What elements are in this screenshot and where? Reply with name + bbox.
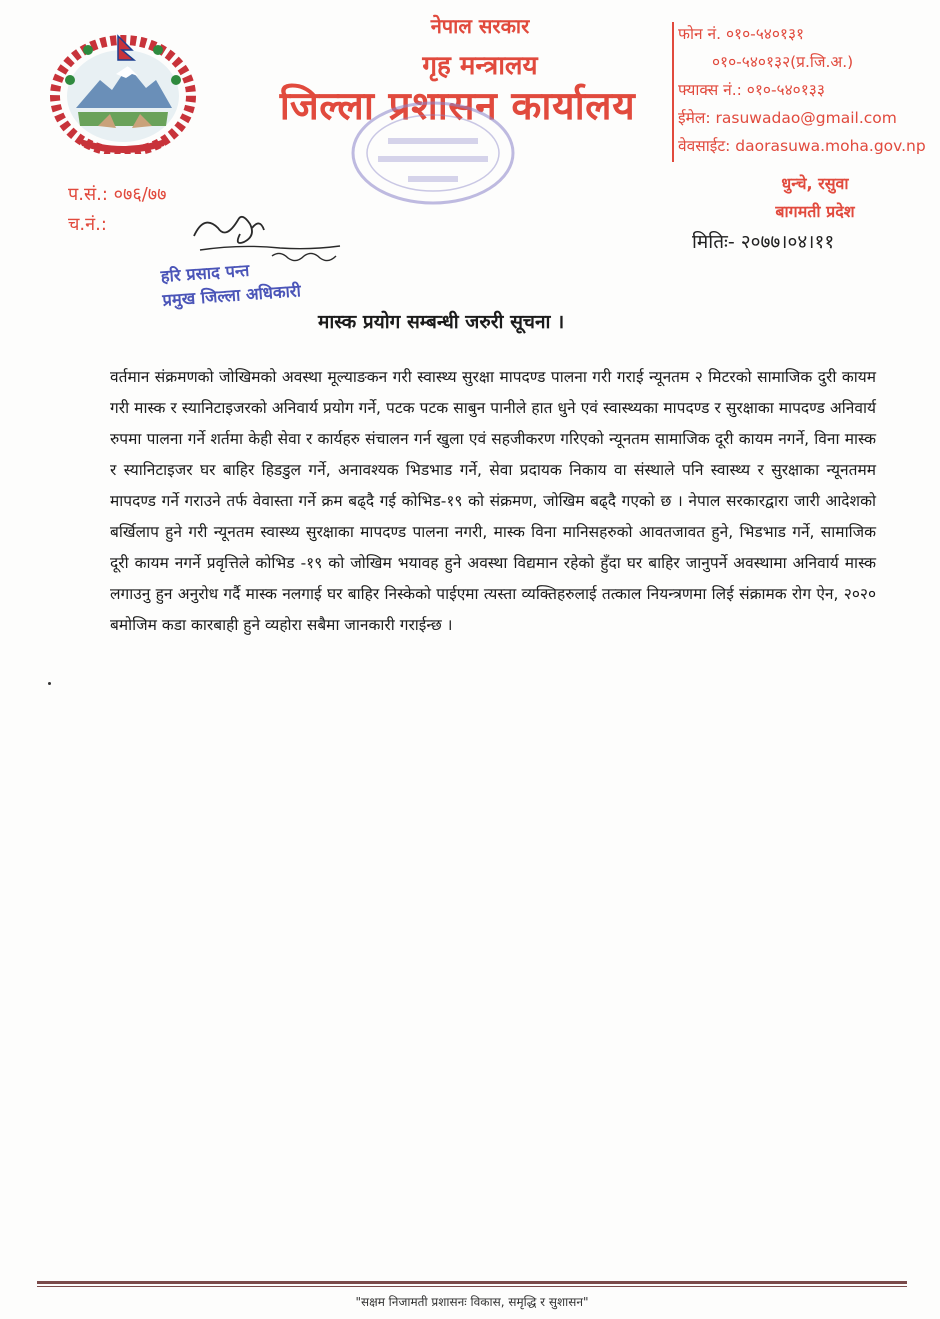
- footer-rule-thin: [37, 1286, 907, 1287]
- dispatch-number: च.नं.:: [68, 214, 107, 235]
- website-address[interactable]: वेवसाईट: daorasuwa.moha.gov.np: [678, 137, 926, 155]
- phone-number-cdo: ०१०-५४०१३२(प्र.जि.अ.): [712, 53, 854, 71]
- location-province: बागमती प्रदेश: [775, 202, 855, 221]
- government-name: नेपाल सरकार: [430, 14, 530, 38]
- email-address[interactable]: ईमेल: rasuwadao@gmail.com: [678, 109, 897, 127]
- notice-body: वर्तमान संक्रमणको जोखिमको अवस्था मूल्याङकन गरी स्वास्थ्य सुरक्षा मापदण्ड पालना गरी गराई न्यूनतम २ मिटरको सामाजिक दुरी कायम गरी मास्क र स्यानिटाइजरको अनिवार्य प्रयोग गर्ने, पटक पटक साबुन पानीले हात धुने एवं स्वास्थ्यका मापदण्ड र सुरक्षाका मापदण्ड अनिवार्य रुपमा पालना गर्ने शर्तमा केही सेवा र कार्यहरु संचालन गर्न खुला एवं सहजीकरण गरिएको न्यूनतम सामाजिक दूरी कायम नगर्ने, विना मास्क र स्यानिटाइजर घर बाहिर हिडडुल गर्ने, अनावश्यक भिडभाड गर्ने, सेवा प्रदायक निकाय वा संस्थाले पनि स्वास्थ्य र सुरक्षाका न्यूनतमम मापदण्ड गर्ने गराउने तर्फ वेवास्ता गर्ने क्रम बढ्दै गई कोभिड-१९ को संक्रमण, जोखिम बढ्दै गएको छ । नेपाल सरकारद्वारा जारी आदेशको बर्खिलाप हुने गरी न्यूनतम स्वास्थ्य सुरक्षाका मापदण्ड पालना नगरी, मास्क विना मानिसहरुको आवतजावत हुने, भिडभाड गर्ने, सामाजिक दूरी कायम नगर्ने प्रवृत्तिले कोभिड -१९ को जोखिम भयावह हुने अवस्था विद्यमान रहेको हुँदा घर बाहिर जानुपर्ने अवस्थामा अनिवार्य मास्क लगाउनु हुन अनुरोध गर्दै मास्क नलगाई घर बाहिर निस्केको पाईएमा त्यस्ता व्यक्तिहरुलाई तत्काल नियन्त्रणमा लिई संक्रामक रोग ऐन, २०२० बमोजिम कडा कारबाही हुने व्यहोरा सबैमा जानकारी गराईन्छ ।: [110, 368, 876, 634]
- contact-block: [672, 20, 938, 160]
- nepal-emblem-icon: [48, 30, 198, 154]
- office-seal-stamp: [348, 98, 518, 208]
- reference-block: [68, 180, 167, 240]
- notice-subject: मास्क प्रयोग सम्बन्धी जरुरी सूचना ।: [318, 311, 565, 333]
- location-place: धुन्चे, रसुवा: [781, 174, 849, 193]
- fax-number: फ्याक्स नं.: ०१०-५४०१३३: [678, 81, 825, 99]
- footer-slogan: "सक्षम निजामती प्रशासनः विकास, समृद्धि र सुशासन": [355, 1295, 589, 1309]
- officer-title: प्रमुख जिल्ला अधिकारी: [161, 281, 302, 310]
- ministry-name: गृह मन्त्रालय: [422, 51, 538, 81]
- office-location: [740, 170, 890, 226]
- office-name: जिल्ला प्रशासन कार्यालय: [279, 84, 636, 129]
- margin-dot: [48, 682, 51, 685]
- officer-name: हरि प्रसाद पन्त: [160, 260, 250, 286]
- contact-divider: [672, 22, 674, 162]
- letter-number: प.सं.: ०७६/७७: [68, 184, 167, 205]
- footer-rule: [37, 1281, 907, 1284]
- letter-date: मितिः- २०७७।०४।११: [692, 231, 835, 253]
- phone-number: फोन नं. ०१०-५४०१३१: [678, 25, 805, 43]
